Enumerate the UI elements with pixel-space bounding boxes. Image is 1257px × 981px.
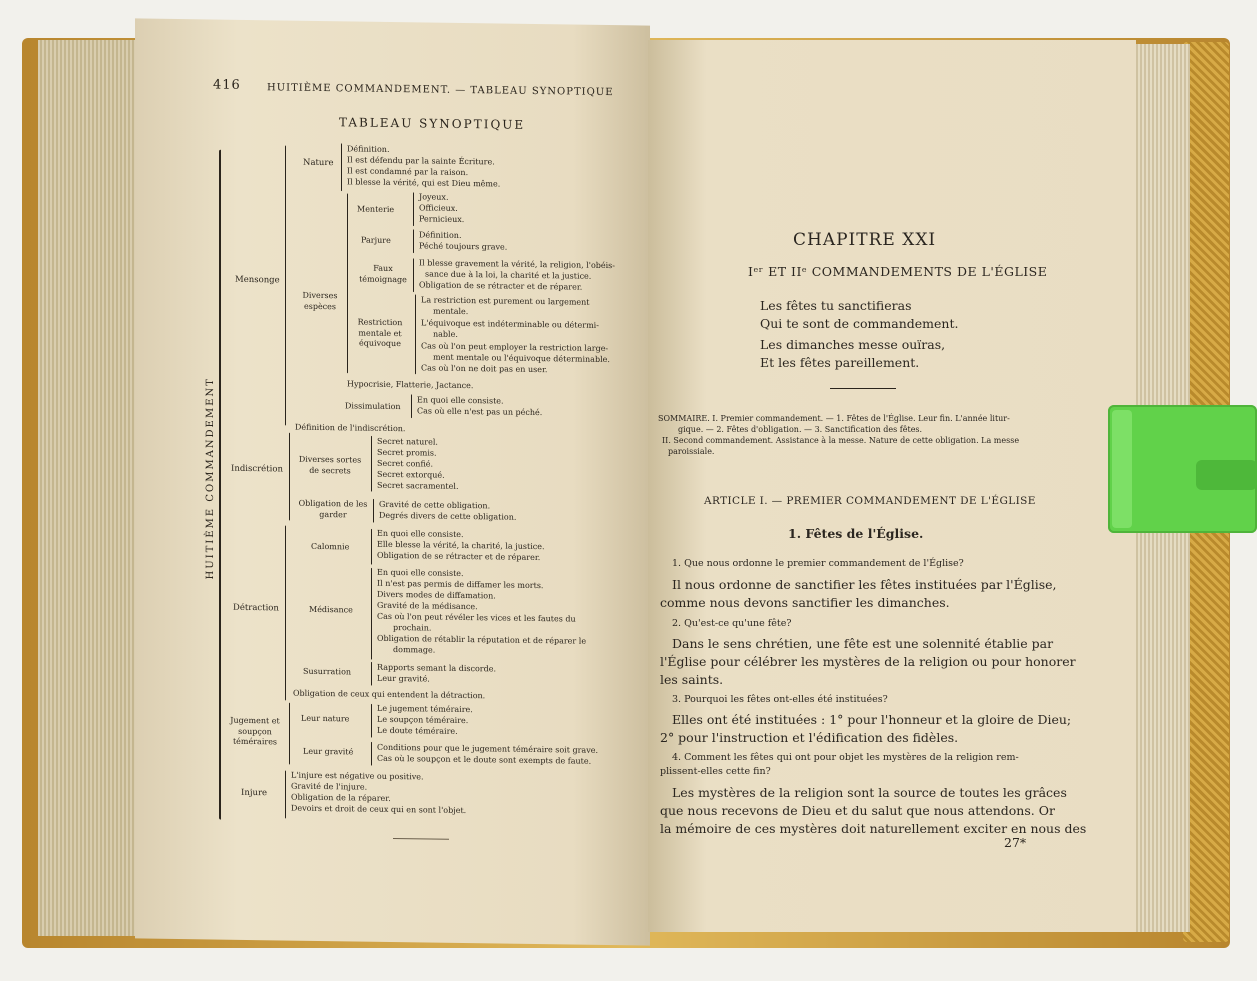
brace-dissimulation <box>411 394 412 418</box>
chapter-rule <box>830 388 896 389</box>
brace-obligation <box>373 499 374 523</box>
brace-detraction <box>285 525 286 700</box>
node-restriction: Restriction mentale et équivoque <box>357 317 403 349</box>
section-heading: 1. Fêtes de l'Église. <box>788 526 924 541</box>
brace-faux <box>413 258 414 292</box>
brace-secrets <box>371 436 372 492</box>
brace-jugement <box>289 703 290 765</box>
calomnie-item-2: Obligation de se rétracter et de réparer. <box>377 550 541 563</box>
medisance-item-4: Cas où l'on peut révéler les vices et les fautes du <box>377 611 576 624</box>
medisance-item-2: Divers modes de diffamation. <box>377 589 496 601</box>
answer-2-line-1: l'Église pour célébrer les mystères de la religion ou pour honorer <box>660 654 1076 669</box>
spine-label: HUITIÈME COMMANDEMENT <box>205 377 216 580</box>
table-title: TABLEAU SYNOPTIQUE <box>339 115 526 132</box>
nature-item-2: Il est condamné par la raison. <box>347 166 469 178</box>
secrets-item-0: Secret naturel. <box>377 436 438 447</box>
brace-calomnie <box>371 529 372 565</box>
sommaire-3: paroissiale. <box>668 447 715 456</box>
answer-3-line-0: Elles ont été instituées : 1° pour l'honneur et la gloire de Dieu; <box>672 712 1072 727</box>
obligation-item-0: Gravité de cette obligation. <box>379 499 491 511</box>
signature-mark: 27* <box>1004 835 1027 850</box>
node-injure: Injure <box>241 787 268 799</box>
faux-item-1: sance due à la loi, la charité et la justice. <box>425 269 592 281</box>
question-1: 1. Que nous ordonne le premier commandement de l'Église? <box>672 558 964 569</box>
gravite-item-0: Conditions pour que le jugement téméraire soit grave. <box>377 742 598 755</box>
sommaire-2: II. Second commandement. Assistance à la messe. Nature de cette obligation. La messe <box>662 436 1020 445</box>
brace-nature <box>341 143 342 191</box>
brace-susurration <box>371 662 372 686</box>
node-medisance: Médisance <box>309 604 353 615</box>
question-4-line-0: 4. Comment les fêtes qui ont pour objet les mystères de la religion rem- <box>672 752 1019 763</box>
menterie-item-0: Joyeux. <box>419 192 449 202</box>
susurration-item-1: Leur gravité. <box>377 673 430 684</box>
verse-line-0: Les fêtes tu sanctifieras <box>760 298 912 313</box>
answer-4-line-1: que nous recevons de Dieu et du salut que nous attendons. Or <box>660 803 1055 818</box>
injure-item-3: Devoirs et droit de ceux qui en sont l'objet. <box>291 803 467 816</box>
node-faux-temoignage: Faux témoignage <box>359 263 407 284</box>
clip-highlight <box>1112 410 1132 528</box>
faux-item-2: Obligation de se rétracter et de réparer. <box>419 280 583 292</box>
nature-item-0: Définition. <box>347 144 390 154</box>
brace-parjure <box>413 229 414 253</box>
calomnie-item-1: Elle blesse la vérité, la charité, la justice. <box>377 539 545 552</box>
node-nature: Nature <box>303 157 334 169</box>
node-jugement: Jugement et soupçon téméraires <box>230 715 280 747</box>
question-4-line-1: plissent-elles cette fin? <box>660 766 771 777</box>
brace-mensonge <box>285 145 286 425</box>
medisance-item-7: dommage. <box>393 645 436 655</box>
calomnie-item-0: En quoi elle consiste. <box>377 528 464 539</box>
sommaire-1: gique. — 2. Fêtes d'obligation. — 3. Sanctification des fêtes. <box>678 425 923 434</box>
node-susurration: Susurration <box>303 666 352 677</box>
page-stack-left <box>38 40 138 936</box>
brace-injure <box>285 770 286 818</box>
medisance-item-6: Obligation de rétablir la réputation et de réparer le <box>377 633 587 646</box>
secrets-item-4: Secret sacramentel. <box>377 480 459 491</box>
running-head: HUITIÈME COMMANDEMENT. — TABLEAU SYNOPTIQUE <box>267 82 614 99</box>
restriction-item-0: La restriction est purement ou largement <box>421 295 590 307</box>
injure-item-2: Obligation de la réparer. <box>291 792 391 803</box>
menterie-item-2: Pernicieux. <box>419 214 465 225</box>
medisance-item-5: prochain. <box>393 623 432 633</box>
chapter-title: CHAPITRE XXI <box>793 230 937 250</box>
answer-2-line-2: les saints. <box>660 672 724 687</box>
node-diverses-especes: Diverses espèces <box>302 290 338 311</box>
verse-line-1: Qui te sont de commandement. <box>760 316 959 331</box>
node-mensonge: Mensonge <box>235 274 280 286</box>
node-dissimulation: Dissimulation <box>345 401 401 412</box>
clip-tab <box>1196 460 1257 490</box>
article-heading: ARTICLE I. — PREMIER COMMANDEMENT DE L'ÉGLISE <box>704 495 1036 507</box>
parjure-item-1: Péché toujours grave. <box>419 241 508 252</box>
secrets-item-1: Secret promis. <box>377 447 437 458</box>
gravite-item-1: Cas où le soupçon et le doute sont exempts de faute. <box>377 753 592 766</box>
secrets-item-2: Secret confié. <box>377 458 434 469</box>
menterie-item-1: Officieux. <box>419 203 458 213</box>
restriction-item-4: Cas où l'on peut employer la restriction large- <box>421 341 609 354</box>
verse-line-3: Et les fêtes pareillement. <box>760 355 920 370</box>
node-detraction: Détraction <box>233 602 279 614</box>
obligation-item-1: Degrés divers de cette obligation. <box>379 510 517 522</box>
restriction-item-1: mentale. <box>433 306 469 317</box>
question-2: 2. Qu'est-ce qu'une fête? <box>672 618 792 629</box>
restriction-item-3: nable. <box>433 329 458 339</box>
brace-restriction <box>415 294 416 374</box>
node-indiscretion: Indiscrétion <box>231 463 283 475</box>
restriction-item-5: ment mentale ou l'équivoque déterminable. <box>433 352 610 365</box>
brace-medisance <box>371 568 372 660</box>
dissimulation-item-0: En quoi elle consiste. <box>417 395 504 406</box>
answer-1-line-1: comme nous devons sanctifier les dimanches. <box>660 595 950 610</box>
answer-3-line-1: 2° pour l'instruction et l'édification des fidèles. <box>660 730 959 745</box>
main-brace <box>219 150 221 820</box>
brace-menterie <box>413 192 414 226</box>
restriction-item-6: Cas où l'on ne doit pas en user. <box>421 363 548 375</box>
medisance-item-3: Gravité de la médisance. <box>377 600 478 612</box>
faux-item-0: Il blesse gravement la vérité, la religion, l'obéis- <box>419 258 615 271</box>
injure-item-0: L'injure est négative ou positive. <box>291 770 424 782</box>
medisance-item-1: Il n'est pas permis de diffamer les morts. <box>377 578 544 591</box>
nature-item-3: Il blesse la vérité, qui est Dieu même. <box>347 177 501 189</box>
node-diverses-sortes: Diverses sortes de secrets <box>298 454 362 475</box>
chapter-subtitle: Iᵉʳ ET IIᵉ COMMANDEMENTS DE L'ÉGLISE <box>748 264 1048 279</box>
page-number: 416 <box>213 77 241 93</box>
medisance-item-0: En quoi elle consiste. <box>377 567 464 578</box>
nature-item-1: Il est défendu par la sainte Écriture. <box>347 155 495 167</box>
brace-leur-nature <box>371 704 372 738</box>
node-parjure: Parjure <box>361 235 391 245</box>
secrets-item-3: Secret extorqué. <box>377 469 445 480</box>
restriction-item-2: L'équivoque est indéterminable ou détermi- <box>421 318 599 330</box>
answer-2-line-0: Dans le sens chrétien, une fête est une solennité établie par <box>672 636 1054 651</box>
parjure-item-0: Définition. <box>419 230 462 240</box>
susurration-item-0: Rapports semant la discorde. <box>377 662 497 674</box>
brace-leur-gravite <box>371 742 372 766</box>
right-page <box>648 40 1136 932</box>
sommaire-0: SOMMAIRE. I. Premier commandement. — 1. Fêtes de l'Église. Leur fin. L'année litur- <box>658 414 1010 423</box>
end-rule <box>393 838 449 840</box>
left-page <box>135 18 650 945</box>
nature2-item-0: Le jugement téméraire. <box>377 703 473 715</box>
node-obligation-ceux: Obligation de ceux qui entendent la détraction. <box>293 688 486 701</box>
nature2-item-1: Le soupçon téméraire. <box>377 714 469 726</box>
verse-line-2: Les dimanches messe ouïras, <box>760 337 946 352</box>
answer-1-line-0: Il nous ordonne de sanctifier les fêtes instituées par l'Église, <box>672 577 1057 592</box>
dissimulation-item-1: Cas où elle n'est pas un péché. <box>417 406 543 418</box>
node-obligation-garder: Obligation de les garder <box>298 498 368 519</box>
node-leur-gravite: Leur gravité <box>303 746 354 757</box>
nature2-item-2: Le doute téméraire. <box>377 725 458 736</box>
brace-indiscretion <box>289 433 290 521</box>
answer-4-line-2: la mémoire de ces mystères doit naturellement exciter en nous des <box>660 821 1087 836</box>
injure-item-1: Gravité de l'injure. <box>291 781 368 792</box>
answer-4-line-0: Les mystères de la religion sont la source de toutes les grâces <box>672 785 1067 800</box>
question-3: 3. Pourquoi les fêtes ont-elles été instituées? <box>672 694 888 705</box>
node-calomnie: Calomnie <box>311 541 350 552</box>
node-menterie: Menterie <box>357 204 395 215</box>
node-hypocrisie: Hypocrisie, Flatterie, Jactance. <box>347 379 474 391</box>
node-def-indiscretion: Définition de l'indiscrétion. <box>295 422 406 434</box>
node-leur-nature: Leur nature <box>301 713 350 724</box>
